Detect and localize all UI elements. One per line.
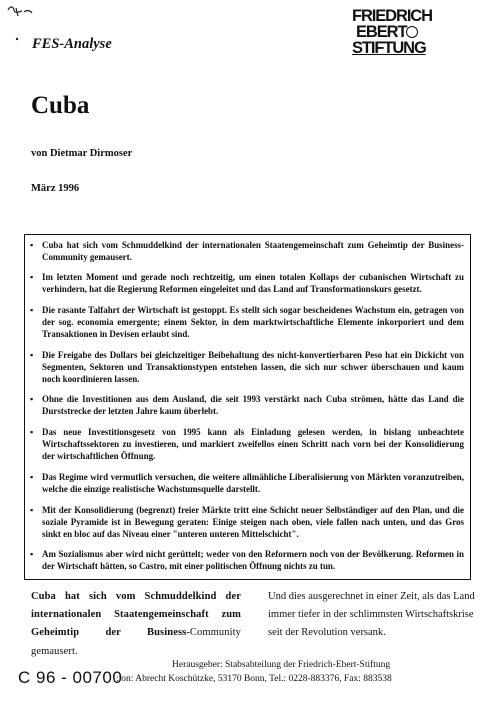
body-column-2: Und dies ausgerechnet in einer Zeit, als das Land immer tiefer in der schlimmsten Wirtschaftskrise seit der Revolution versank. — [268, 591, 475, 639]
document-title: Cuba — [31, 92, 90, 119]
document-date: März 1996 — [31, 183, 80, 194]
bullet-icon: ▪ — [30, 272, 34, 282]
logo-line-2: EBERT — [356, 23, 407, 41]
bullet-icon: ▪ — [30, 350, 34, 360]
body-column-1 — [31, 588, 241, 661]
summary-box: ▪ Cuba hat sich vom Schmuddelkind der internationalen Staatengemeinschaft zum Geheimtip der Business-Community gemausert. ▪ Im letzten Moment und gerade noch rechtzeitig, um einen totalen Kollaps der cubanischen Wirtschaft zu verhindern, hat die Regierung Reformen eingeleitet und das Land auf Transformationskurs gesetzt. ▪ Die rasante Talfahrt der Wirtschaft ist gestoppt. Es stellt sich sogar bescheidenes Wachstum ein, getragen von der sog. economia emergente; einem Sektor, in dem marktwirtschaftliche Elemente inkorporiert und dem Transaktionen in Devisen erlaubt sind. ▪ Die Freigabe des Dollars bei gleichzeitiger Beibehaltung des nicht-konvertierbaren Peso hat ein Dickicht von Segmenten, Sektoren und Transaktionstypen entstehen lassen, die sich nur schwer überschauen und kaum noch koordinieren lassen. ▪ Ohne die Investitionen aus dem Ausland, die seit 1993 verstärkt nach Cuba strömen, hätte das Land die Durststrecke der letzten Jahre kaum überlebt. ▪ Das neue Investitionsgesetz von 1995 kann als Einladung gelesen werden, in bislang unbeachtete Wirtschaftssektoren zu investieren, und markiert zweifellos einen Schritt nach vorn bei der Konsolidierung der wirtschaftlichen Öffnung. ▪ Das Regime wird vermutlich versuchen, die weitere allmähliche Liberalisierung von Märkten voranzutreiben, welche die einzige realistische Wachstumsquelle darstellt. ▪ Mit der Konsolidierung (begrenzt) freier Märkte tritt eine Schicht neuer Selbständiger auf den Plan, und die soziale Pyramide ist in Bewegung geraten: Einige steigen nach oben, viele fallen nach unten, und das Gros sinkt en bloc auf das Niveau einer "unteren unteren Mittelschicht". ▪ Am Sozialismus aber wird nicht gerüttelt; weder von den Reformern noch von der Bevölkerung. Reformen in der Wirtschaft hätten, so Castro, mit einer politischen Öffnung nichts zu tun. — [24, 234, 471, 580]
document-author: von Dietmar Dirmoser — [31, 148, 133, 159]
fes-logo — [352, 8, 480, 56]
body-column-1-rest: Community gemausert. — [31, 627, 241, 657]
bullet-icon: ▪ — [30, 427, 34, 437]
publisher-line-1: Herausgeber: Stabsabteilung der Friedrich-Ebert-Stiftung — [172, 660, 391, 670]
document-code: C 96 - 00700 — [18, 668, 123, 687]
bullet-icon: ▪ — [30, 505, 34, 515]
body-column-1-bold: Cuba hat sich vom Schmuddelkind der internationalen Staatengemeinschaft zum Geheimtip der Business- — [31, 591, 241, 639]
bullet-icon: ▪ — [30, 394, 34, 404]
globe-icon — [406, 26, 418, 38]
bullet-icon: ▪ — [30, 305, 34, 315]
bullet-icon: ▪ — [30, 240, 34, 250]
series-label: FES-Analyse — [32, 36, 112, 52]
logo-line-3: STIFTUNG — [352, 39, 426, 57]
logo-line-1: FRIEDRICH — [352, 7, 432, 25]
publisher-line-2: :ion: Abrecht Koschützke, 53170 Bonn, Tel.: 0228-883376, Fax: 883538 — [116, 674, 392, 684]
bullet-icon: ▪ — [30, 549, 34, 559]
bullet-icon: ▪ — [30, 472, 34, 482]
